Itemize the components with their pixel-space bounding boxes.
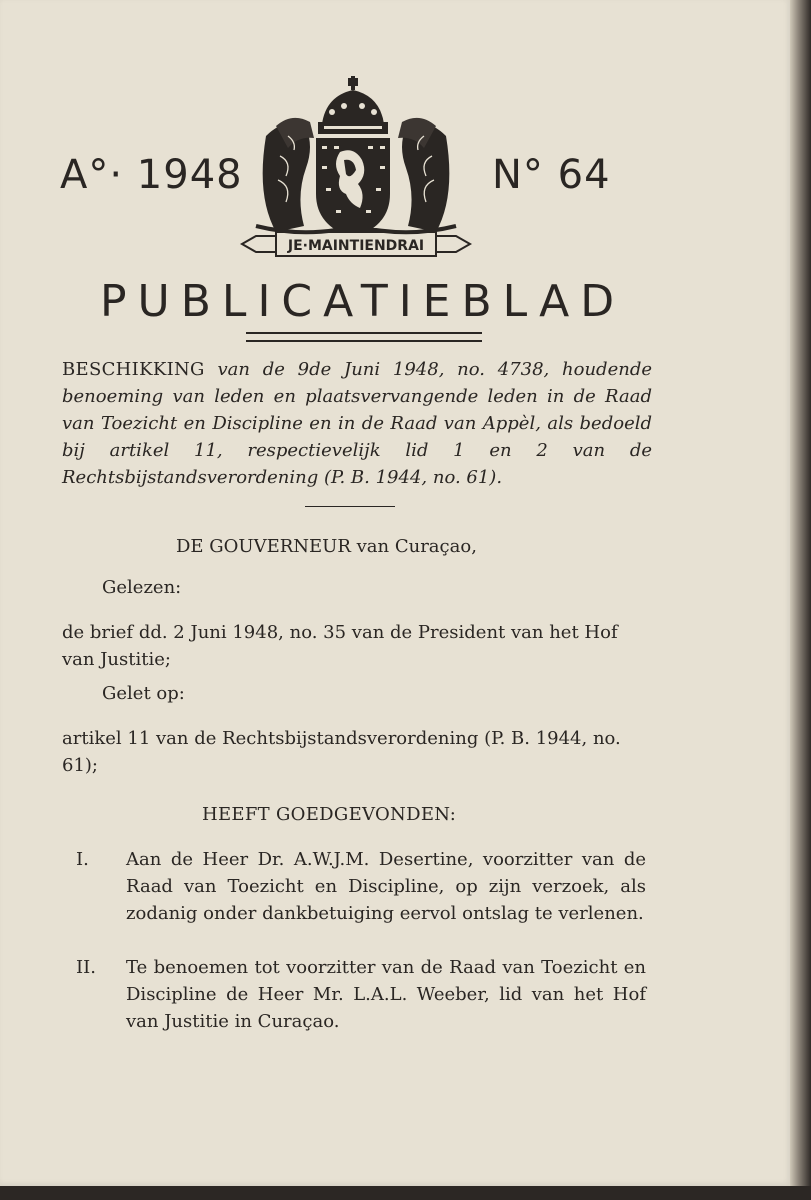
section-divider — [305, 506, 395, 507]
read-label: Gelezen: — [102, 577, 182, 598]
decision-heading: HEEFT GOEDGEVONDEN: — [202, 804, 457, 825]
read-text: de brief dd. 2 Juni 1948, no. 35 van de President van het Hof van Justitie; — [62, 622, 618, 670]
decree-description: van de 9de Juni 1948, no. 4738, houdende benoeming van leden en plaatsvervangende leden in de Raad van Toezicht en Discipline en in de Raad van Appèl, als bedoeld bij artikel 11, respectievelijk lid 1 en 2 van de Rechtsbijstandsverordening (P. B. 1944, no. 61). — [62, 359, 652, 488]
decree-type: BESCHIKKING — [62, 359, 205, 380]
page-edge-shadow — [790, 0, 811, 1186]
article-text: Te benoemen tot voorzitter van de Raad van Toezicht en Discipline de Heer Mr. L.A.L. Weeber, lid van het Hof van Justitie in Curaçao. — [126, 957, 646, 1032]
title-divider — [246, 332, 482, 342]
article-text: Aan de Heer Dr. A.W.J.M. Desertine, voorzitter van de Raad van Toezicht en Discipline, op zijn verzoek, als zodanig onder dankbetuiging eervol ontslag te verlenen. — [126, 849, 646, 924]
year-label: A°· 1948 — [60, 152, 243, 198]
coat-of-arms-icon — [236, 76, 476, 260]
article-number: I. — [76, 849, 89, 870]
issue-number-label: N° 64 — [492, 152, 611, 198]
considering-label: Gelet op: — [102, 683, 185, 704]
governor-line: DE GOUVERNEUR van Curaçao, — [176, 536, 477, 557]
motto-text: JE·MAINTIENDRAI — [287, 238, 425, 254]
article-number: II. — [76, 957, 96, 978]
decree-heading — [62, 356, 652, 491]
scan-border — [0, 1186, 811, 1200]
page-title: PUBLICATIEBLAD — [100, 276, 626, 327]
considering-text: artikel 11 van de Rechtsbijstandsverordening (P. B. 1944, no. 61); — [62, 728, 621, 776]
